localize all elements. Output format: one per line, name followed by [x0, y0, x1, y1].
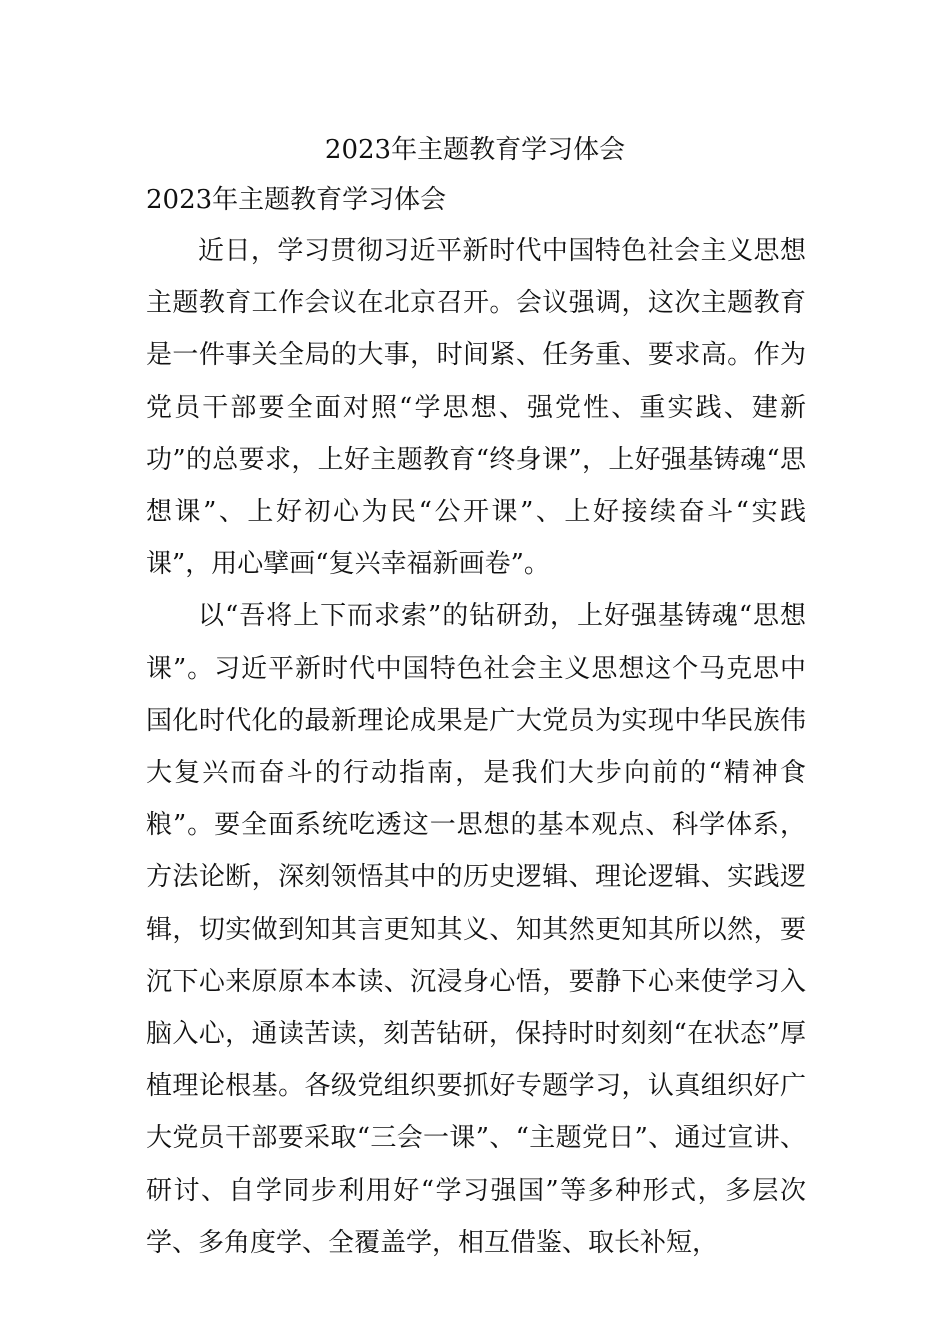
- paragraph: 近日，学习贯彻习近平新时代中国特色社会主义思想主题教育工作会议在北京召开。会议强调，这次主题教育是一件事关全局的大事，时间紧、任务重、要求高。作为党员干部要全面对照“学思想、强党性、重实践、建新功”的总要求，上好主题教育“终身课”，上好强基铸魂“思想课”、上好初心为民“公开课”、上好接续奋斗“实践课”，用心擘画“复兴幸福新画卷”。: [146, 236, 806, 580]
- document-subtitle: 2023年主题教育学习体会: [146, 185, 447, 215]
- page-title: 2023年主题教育学习体会: [324, 135, 626, 165]
- paragraph: 以“吾将上下而求索”的钻研劲，上好强基铸魂“思想课”。习近平新时代中国特色社会主义思想这个马克思中国化时代化的最新理论成果是广大党员为实现中华民族伟大复兴而奋斗的行动指南，是我们大步向前的“精神食粮”。要全面系统吃透这一思想的基本观点、科学体系，方法论断，深刻领悟其中的历史逻辑、理论逻辑、实践逻辑，切实做到知其言更知其义、知其然更知其所以然，要沉下心来原原本本读、沉浸身心悟，要静下心来使学习入脑入心，通读苦读，刻苦钻研，保持时时刻刻“在状态”厚植理论根基。各级党组织要抓好专题学习，认真组织好广大党员干部要采取“三会一课”、“主题党日”、通过宣讲、研讨、自学同步利用好“学习强国”等多种形式，多层次学、多角度学、全覆盖学，相互借鉴、取长补短，: [146, 601, 806, 1258]
- document-body: [146, 225, 806, 1269]
